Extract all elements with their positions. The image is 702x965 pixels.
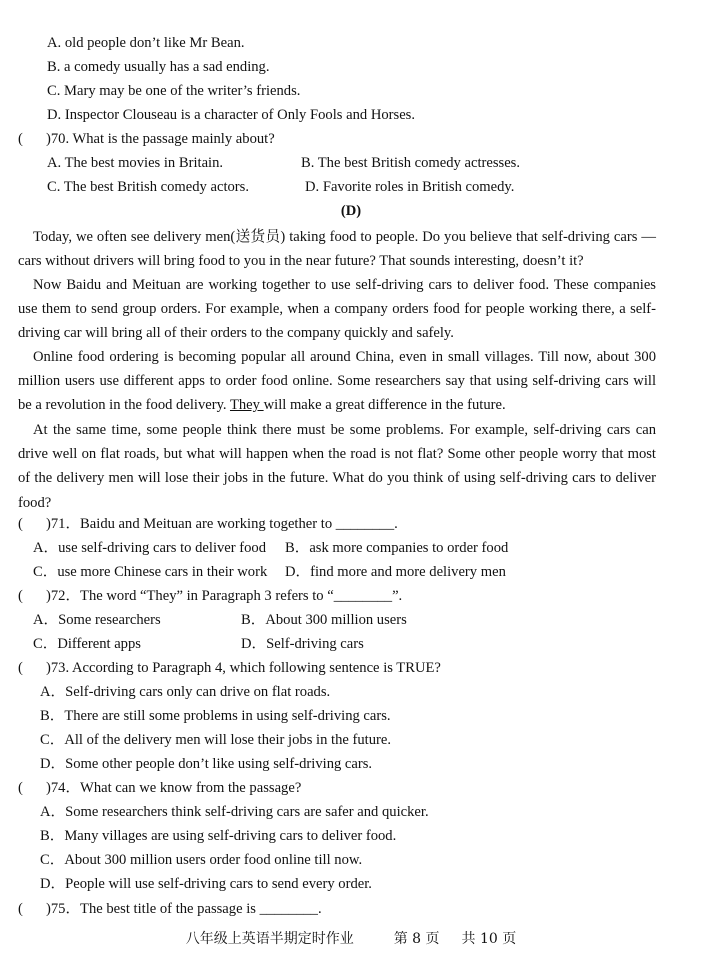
q70-option-d: D. Favorite roles in British comedy. [305,179,515,195]
q74-option-c: C．About 300 million users order food online till now. [40,852,363,868]
footer-document-title: 八年级上英语半期定时作业 [185,931,354,947]
q72-stem: )72．The word “They” in Paragraph 3 refers to “________”. [46,588,403,604]
q74-option-a: A．Some researchers think self-driving cars are safer and quicker. [40,804,429,820]
prev-option-c: C. Mary may be one of the writer’s friends. [47,83,301,99]
passage-paragraph-2: Now Baidu and Meituan are working together to use self-driving cars to deliver food. These companies use them to send group orders. For example, when a company orders food for people working there, a self-driving car will bring all of their orders to the company quickly and safely. [18,277,656,342]
q73-stem: )73. According to Paragraph 4, which following sentence is TRUE? [46,660,441,676]
q75-bracket: ( [18,901,23,917]
q72-option-a: A．Some researchers [33,612,161,628]
passage-paragraph-1: Today, we often see delivery men(送货员) taking food to people. Do you believe that self-driving cars —cars without drivers will bring food to you in the near future? That sounds interesting, doesn’t it? [18,229,656,270]
q72-option-d: D．Self-driving cars [241,636,364,652]
q72-option-b: B．About 300 million users [241,612,407,628]
q74-bracket: ( [18,780,23,796]
q71-stem: )71．Baidu and Meituan are working together to ________. [46,516,398,532]
q74-stem: )74．What can we know from the passage? [46,780,302,796]
q71-option-a: A．use self-driving cars to deliver food [33,540,267,556]
q70-bracket: ( [18,131,23,147]
paragraph-3-text-end: will make a great difference in the future. [263,397,506,414]
q71-option-c: C．use more Chinese cars in their work [33,564,268,580]
passage-paragraph-4: At the same time, some people think there must be some problems. For example, self-driving cars can drive well on flat roads, but what will happen when the road is not flat? Some other people worry that most of the delivery men will lose their jobs in the future. What do you think of using self-driving cars to deliver food? [18,422,656,511]
prev-option-b: B. a comedy usually has a sad ending. [47,59,270,75]
q72-option-c: C．Different apps [33,636,141,652]
q73-bracket: ( [18,660,23,676]
q70-option-b: B. The best British comedy actresses. [301,155,520,171]
q71-option-b: B．ask more companies to order food [285,540,509,556]
q74-option-b: B．Many villages are using self-driving cars to deliver food. [40,828,397,844]
page-footer [0,929,702,949]
q70-stem: )70. What is the passage mainly about? [46,131,275,147]
footer-total-pages: 共 10 页 [461,931,517,947]
q71-bracket: ( [18,516,23,532]
q74-option-d: D．People will use self-driving cars to send every order. [40,876,372,892]
q75-stem: )75．The best title of the passage is ________. [46,901,322,917]
prev-option-d: D. Inspector Clouseau is a character of Only Fools and Horses. [47,107,415,123]
q73-option-a: A．Self-driving cars only can drive on flat roads. [40,684,331,700]
q73-option-c: C．All of the delivery men will lose their jobs in the future. [40,732,391,748]
section-heading: (D) [340,203,362,219]
q70-option-a: A. The best movies in Britain. [47,155,224,171]
q70-option-c: C. The best British comedy actors. [47,179,249,195]
q72-bracket: ( [18,588,23,604]
prev-option-a: A. old people don’t like Mr Bean. [47,35,245,51]
q73-option-b: B．There are still some problems in using self-driving cars. [40,708,391,724]
underlined-word-they: They [229,397,264,414]
footer-page-number: 第 8 页 [393,931,440,947]
q73-option-d: D．Some other people don’t like using self-driving cars. [40,756,373,772]
passage-paragraph-3 [18,345,656,418]
q71-option-d: D．find more and more delivery men [285,564,506,580]
paragraph-3-text: Online food ordering is becoming popular all around China, even in small villages. Till now, about 300 million users use different apps to order food online. Some researchers say that using self-driving cars will be a revolution in the food delivery. [18,349,656,414]
